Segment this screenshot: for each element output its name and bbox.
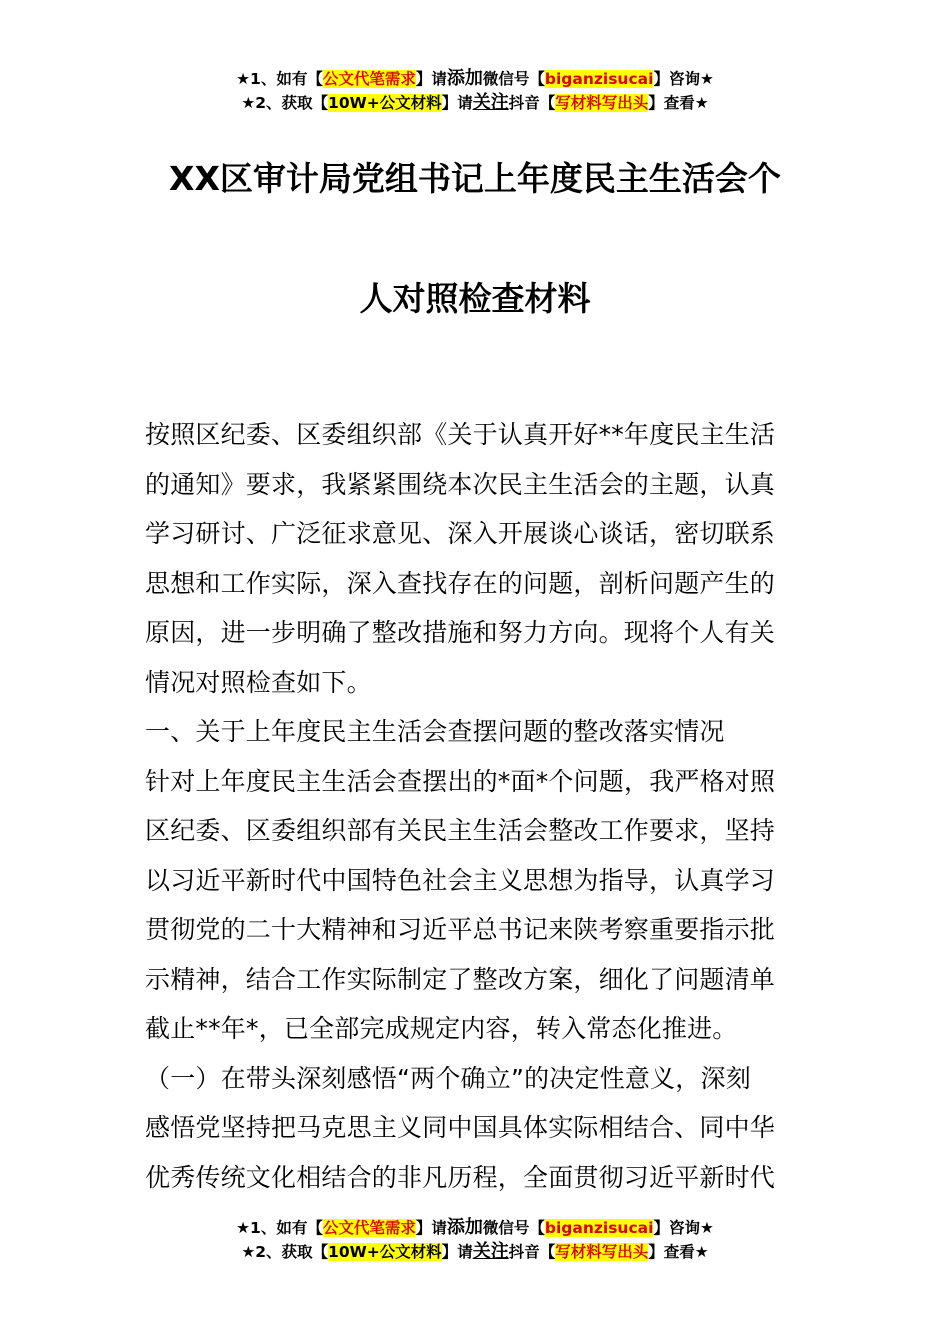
banner-emphasis: 关注 [472,1241,509,1262]
banner-text: ★1、如有【 [236,70,323,88]
document-body [145,410,810,1202]
banner-text: 】咨询★ [653,70,714,88]
body-line: 以习近平新时代中国特色社会主义思想为指导，认真学习 [145,865,776,895]
body-line: （一）在带头深刻感悟“两个确立”的决定性意义，深刻 [145,1063,751,1093]
section-heading: 一、关于上年度民主生活会查摆问题的整改落实情况 [145,717,725,746]
banner-text: 】请 [441,94,473,112]
body-line: 区纪委、区委组织部有关民主生活会整改工作要求，坚持 [145,816,776,845]
banner-text: ★2、获取【 [241,1243,329,1261]
body-line: 的通知》要求，我紧紧围绕本次民主生活会的主题，认真 [145,469,776,499]
banner-line-1 [0,67,950,91]
highlight-service: 公文代笔需求 [322,1219,416,1237]
highlight-materials: 10W+公文材料 [328,1243,442,1261]
banner-line-2 [0,1240,950,1264]
body-line: 思想和工作实际，深入查找存在的问题，剖析问题产生的 [145,568,776,598]
body-line: 针对上年度民主生活会查摆出的*面*个问题，我严格对照 [145,766,776,796]
highlight-wechat-id: biganzisucai [544,70,654,88]
body-line: 情况对照检查如下。 [145,667,372,697]
document-title-line-2: 人对照检查材料 [359,279,591,318]
banner-emphasis: 添加 [446,1217,483,1238]
banner-text: 】请 [415,1219,447,1237]
highlight-douyin-id: 写材料写出头 [555,1243,649,1261]
banner-text: 】查看★ [648,94,709,112]
banner-text: ★2、获取【 [241,94,329,112]
document-title-line-1: XX区审计局党组书记上年度民主生活会个 [169,159,781,198]
banner-emphasis: 添加 [446,68,483,89]
banner-text: 微信号【 [482,1219,545,1237]
banner-text: 】查看★ [648,1243,709,1261]
banner-text: 】请 [415,70,447,88]
highlight-materials: 10W+公文材料 [328,94,442,112]
body-line: 学习研讨、广泛征求意见、深入开展谈心谈话，密切联系 [145,519,776,548]
top-banner [0,67,950,115]
banner-text: 】请 [441,1243,473,1261]
banner-text: 抖音【 [508,1243,556,1261]
body-line: 截止**年*，已全部完成规定内容，转入常态化推进。 [145,1014,738,1043]
highlight-service: 公文代笔需求 [322,70,416,88]
highlight-wechat-id: biganzisucai [544,1219,654,1237]
banner-line-1 [0,1216,950,1240]
body-line: 原因，进一步明确了整改措施和努力方向。现将个人有关 [145,618,776,647]
body-line: 感悟党坚持把马克思主义同中国具体实际相结合、同中华 [145,1113,776,1142]
banner-text: 微信号【 [482,70,545,88]
banner-text: 】咨询★ [653,1219,714,1237]
banner-text: ★1、如有【 [236,1219,323,1237]
banner-line-2 [0,91,950,115]
body-line: 示精神，结合工作实际制定了整改方案，细化了问题清单 [145,964,776,994]
bottom-banner [0,1216,950,1264]
highlight-douyin-id: 写材料写出头 [555,94,649,112]
body-line: 优秀传统文化相结合的非凡历程，全面贯彻习近平新时代 [145,1162,776,1192]
body-line: 按照区纪委、区委组织部《关于认真开好**年度民主生活 [145,420,776,449]
banner-text: 抖音【 [508,94,556,112]
body-line: 贯彻党的二十大精神和习近平总书记来陕考察重要指示批 [145,915,776,944]
banner-emphasis: 关注 [472,92,509,113]
